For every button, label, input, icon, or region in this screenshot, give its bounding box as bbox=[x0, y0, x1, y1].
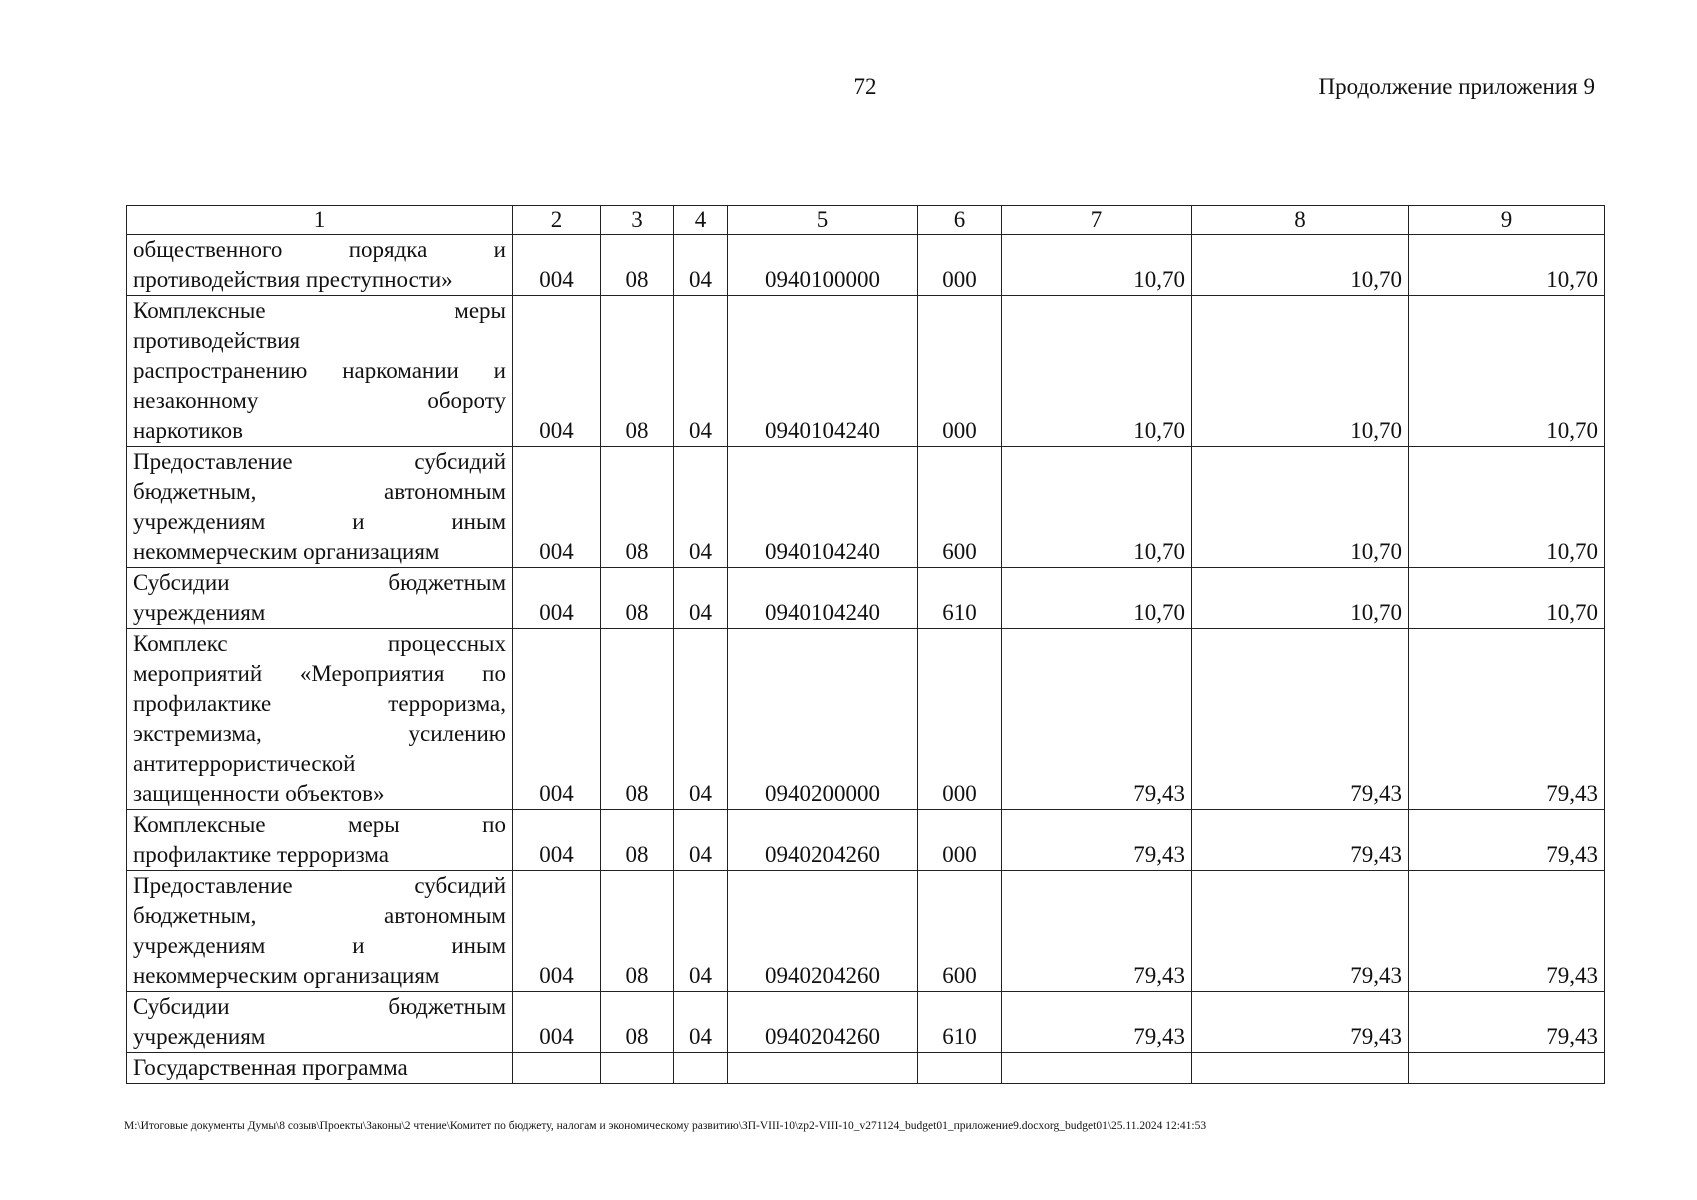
expense-item-name-line: антитеррористической bbox=[133, 751, 356, 776]
expense-type-code: 600 bbox=[918, 447, 1002, 568]
expense-item-name-line: Государственная программа bbox=[133, 1055, 408, 1080]
amount-col-8: 10,70 bbox=[1192, 447, 1409, 568]
column-header-1: 1 bbox=[127, 206, 513, 235]
expense-item-name-line: незаконному обороту bbox=[133, 388, 506, 413]
section-code: 08 bbox=[601, 296, 674, 447]
target-article-code bbox=[728, 1053, 918, 1084]
section-code bbox=[601, 1053, 674, 1084]
section-code: 08 bbox=[601, 447, 674, 568]
amount-col-7: 79,43 bbox=[1002, 871, 1192, 992]
table-body bbox=[127, 235, 1605, 1084]
amount-col-9: 79,43 bbox=[1409, 871, 1605, 992]
subsection-code: 04 bbox=[674, 568, 728, 629]
subsection-code bbox=[674, 1053, 728, 1084]
ministry-code: 004 bbox=[513, 629, 601, 810]
expense-item-name-line: противодействия преступности» bbox=[133, 267, 453, 292]
section-code: 08 bbox=[601, 810, 674, 871]
amount-col-9: 79,43 bbox=[1409, 629, 1605, 810]
ministry-code: 004 bbox=[513, 296, 601, 447]
ministry-code: 004 bbox=[513, 235, 601, 296]
table-row bbox=[127, 992, 1605, 1053]
ministry-code: 004 bbox=[513, 810, 601, 871]
expense-item-name-line: бюджетным, автономным bbox=[133, 479, 506, 504]
subsection-code: 04 bbox=[674, 629, 728, 810]
target-article-code: 0940200000 bbox=[728, 629, 918, 810]
expense-item-name bbox=[127, 810, 513, 871]
ministry-code: 004 bbox=[513, 992, 601, 1053]
expense-item-name bbox=[127, 568, 513, 629]
expense-item-name bbox=[127, 629, 513, 810]
appendix-continuation-title: Продолжение приложения 9 bbox=[1318, 74, 1595, 99]
expense-item-name-line: учреждениям и иным bbox=[133, 509, 506, 534]
amount-col-8: 79,43 bbox=[1192, 992, 1409, 1053]
expense-type-code: 000 bbox=[918, 629, 1002, 810]
target-article-code: 0940100000 bbox=[728, 235, 918, 296]
expense-item-name-line: Комплекс процессных bbox=[133, 631, 506, 656]
subsection-code: 04 bbox=[674, 447, 728, 568]
expense-item-name-line: наркотиков bbox=[133, 418, 243, 443]
expense-type-code: 000 bbox=[918, 296, 1002, 447]
column-header-2: 2 bbox=[513, 206, 601, 235]
column-header-3: 3 bbox=[601, 206, 674, 235]
table-row bbox=[127, 871, 1605, 992]
amount-col-8: 79,43 bbox=[1192, 871, 1409, 992]
amount-col-7: 10,70 bbox=[1002, 235, 1192, 296]
target-article-code: 0940104240 bbox=[728, 568, 918, 629]
section-code: 08 bbox=[601, 871, 674, 992]
section-code: 08 bbox=[601, 568, 674, 629]
expense-item-name-line: общественного порядка и bbox=[133, 237, 506, 262]
expense-item-name-line: Субсидии бюджетным bbox=[133, 994, 506, 1019]
expense-item-name-line: распространению наркомании и bbox=[133, 358, 506, 383]
expense-item-name-line: некоммерческим организациям bbox=[133, 539, 440, 564]
expense-item-name bbox=[127, 992, 513, 1053]
expense-item-name-line: бюджетным, автономным bbox=[133, 903, 506, 928]
expense-item-name bbox=[127, 1053, 513, 1084]
expense-item-name bbox=[127, 235, 513, 296]
expense-item-name-line: экстремизма, усилению bbox=[133, 721, 506, 746]
expense-item-name bbox=[127, 296, 513, 447]
ministry-code: 004 bbox=[513, 871, 601, 992]
subsection-code: 04 bbox=[674, 992, 728, 1053]
amount-col-7: 10,70 bbox=[1002, 447, 1192, 568]
target-article-code: 0940204260 bbox=[728, 810, 918, 871]
expense-item-name-line: защищенности объектов» bbox=[133, 781, 385, 806]
expense-type-code: 610 bbox=[918, 992, 1002, 1053]
ministry-code bbox=[513, 1053, 601, 1084]
table-row bbox=[127, 296, 1605, 447]
amount-col-7: 79,43 bbox=[1002, 629, 1192, 810]
expense-type-code: 610 bbox=[918, 568, 1002, 629]
expense-item-name-line: учреждениям bbox=[133, 1024, 266, 1049]
target-article-code: 0940104240 bbox=[728, 447, 918, 568]
column-header-9: 9 bbox=[1409, 206, 1605, 235]
amount-col-8: 10,70 bbox=[1192, 235, 1409, 296]
expense-item-name-line: учреждениям bbox=[133, 600, 266, 625]
expense-item-name-line: Предоставление субсидий bbox=[133, 449, 506, 474]
column-header-5: 5 bbox=[728, 206, 918, 235]
expense-type-code: 600 bbox=[918, 871, 1002, 992]
expense-type-code bbox=[918, 1053, 1002, 1084]
table-row bbox=[127, 629, 1605, 810]
amount-col-7 bbox=[1002, 1053, 1192, 1084]
column-header-6: 6 bbox=[918, 206, 1002, 235]
amount-col-8: 79,43 bbox=[1192, 810, 1409, 871]
file-path-footer: M:\Итоговые документы Думы\8 созыв\Проекты\Законы\2 чтение\Комитет по бюджету, налогам и экономическому развитию\ЗП-VIII-10\zp2-VIII-10_v271124_budget01_приложение9.docxorg_budget01\25.11.2024 12:41:53 bbox=[124, 1120, 1207, 1132]
amount-col-7: 79,43 bbox=[1002, 992, 1192, 1053]
ministry-code: 004 bbox=[513, 447, 601, 568]
amount-col-9: 79,43 bbox=[1409, 810, 1605, 871]
ministry-code: 004 bbox=[513, 568, 601, 629]
section-code: 08 bbox=[601, 992, 674, 1053]
table-row bbox=[127, 235, 1605, 296]
amount-col-9: 10,70 bbox=[1409, 568, 1605, 629]
amount-col-8: 10,70 bbox=[1192, 568, 1409, 629]
amount-col-7: 10,70 bbox=[1002, 568, 1192, 629]
subsection-code: 04 bbox=[674, 235, 728, 296]
expense-item-name-line: Субсидии бюджетным bbox=[133, 570, 506, 595]
subsection-code: 04 bbox=[674, 810, 728, 871]
budget-table bbox=[126, 205, 1605, 1084]
amount-col-9 bbox=[1409, 1053, 1605, 1084]
amount-col-8: 10,70 bbox=[1192, 296, 1409, 447]
amount-col-9: 79,43 bbox=[1409, 992, 1605, 1053]
expense-item-name-line: противодействия bbox=[133, 328, 301, 353]
expense-item-name-line: Предоставление субсидий bbox=[133, 873, 506, 898]
subsection-code: 04 bbox=[674, 871, 728, 992]
amount-col-9: 10,70 bbox=[1409, 296, 1605, 447]
table-row bbox=[127, 447, 1605, 568]
column-header-7: 7 bbox=[1002, 206, 1192, 235]
expense-item-name-line: профилактике терроризма, bbox=[133, 691, 506, 716]
page-number: 72 bbox=[853, 74, 877, 99]
expense-item-name-line: профилактике терроризма bbox=[133, 842, 389, 867]
amount-col-8 bbox=[1192, 1053, 1409, 1084]
amount-col-7: 79,43 bbox=[1002, 810, 1192, 871]
amount-col-7: 10,70 bbox=[1002, 296, 1192, 447]
expense-item-name-line: Комплексные меры bbox=[133, 298, 506, 323]
target-article-code: 0940204260 bbox=[728, 992, 918, 1053]
section-code: 08 bbox=[601, 235, 674, 296]
column-header-8: 8 bbox=[1192, 206, 1409, 235]
expense-type-code: 000 bbox=[918, 810, 1002, 871]
expense-item-name-line: некоммерческим организациям bbox=[133, 963, 440, 988]
expense-item-name-line: мероприятий «Мероприятия по bbox=[133, 661, 506, 686]
amount-col-9: 10,70 bbox=[1409, 235, 1605, 296]
amount-col-8: 79,43 bbox=[1192, 629, 1409, 810]
table-row bbox=[127, 568, 1605, 629]
target-article-code: 0940104240 bbox=[728, 296, 918, 447]
subsection-code: 04 bbox=[674, 296, 728, 447]
expense-item-name bbox=[127, 871, 513, 992]
expense-item-name-line: учреждениям и иным bbox=[133, 933, 506, 958]
table-row bbox=[127, 810, 1605, 871]
target-article-code: 0940204260 bbox=[728, 871, 918, 992]
column-header-4: 4 bbox=[674, 206, 728, 235]
expense-type-code: 000 bbox=[918, 235, 1002, 296]
expense-item-name-line: Комплексные меры по bbox=[133, 812, 506, 837]
table-row bbox=[127, 1053, 1605, 1084]
expense-item-name bbox=[127, 447, 513, 568]
amount-col-9: 10,70 bbox=[1409, 447, 1605, 568]
table-header-row bbox=[127, 206, 1605, 235]
section-code: 08 bbox=[601, 629, 674, 810]
